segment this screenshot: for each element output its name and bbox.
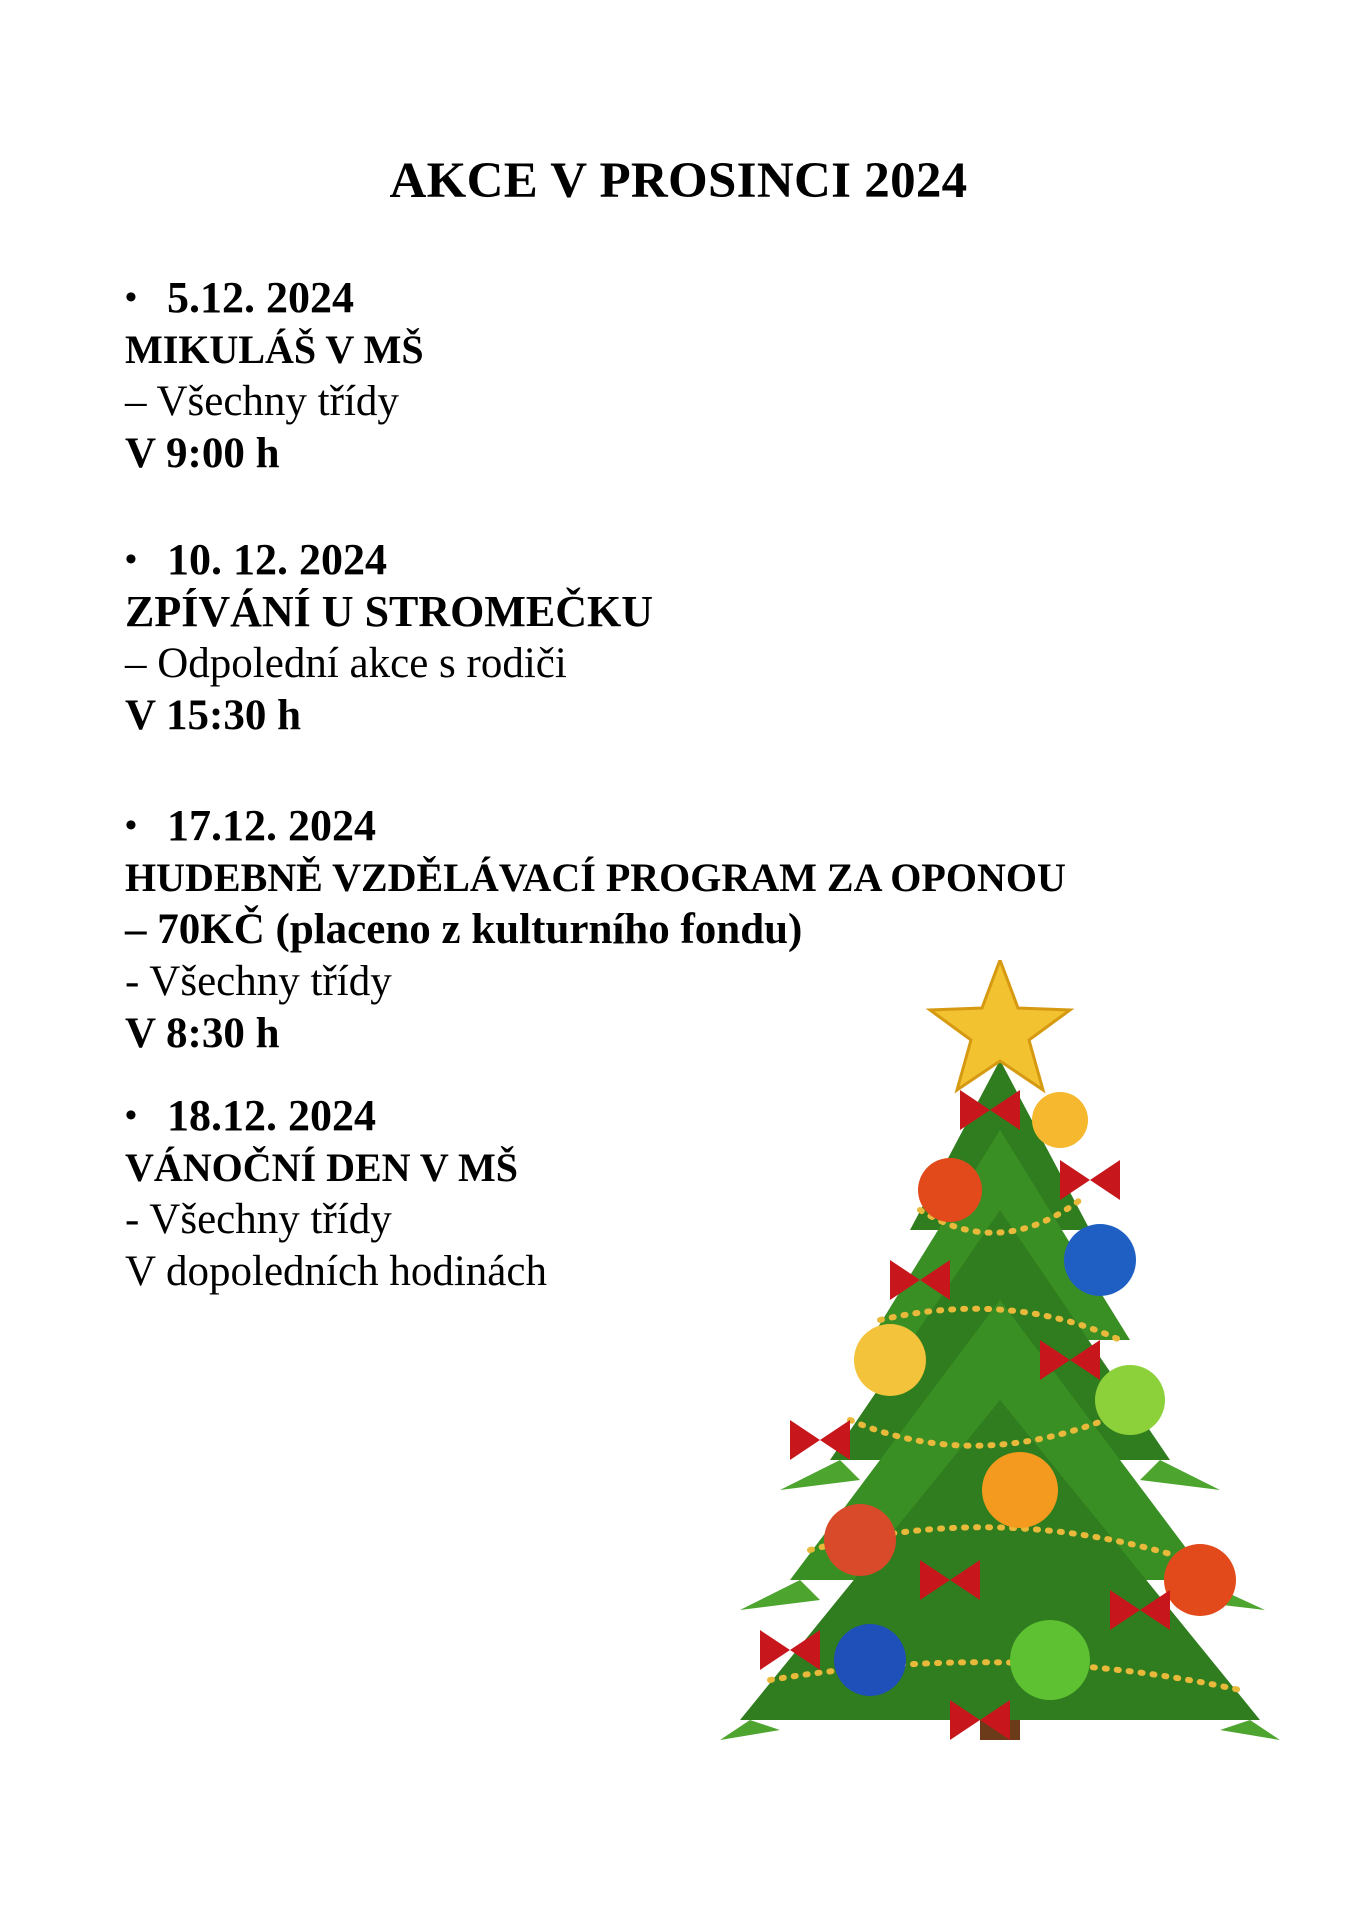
event-detail: - Všechny třídy [125,1196,392,1243]
event-name: MIKULÁŠ V MŠ [125,327,424,372]
event-price: – 70KČ (placeno z kulturního fondu) [125,906,803,953]
bullet-icon: • [125,1097,137,1134]
event-date: 17.12. 2024 [167,801,376,850]
tree-body [720,1060,1280,1740]
bullet-icon: • [125,807,137,844]
event-time: V 8:30 h [125,1010,280,1057]
event-item [125,534,653,742]
page-title: AKCE V PROSINCI 2024 [389,153,968,209]
bullet-icon: • [125,279,137,316]
event-time: V 15:30 h [125,692,302,739]
event-item [125,272,424,480]
event-detail: – Všechny třídy [125,378,399,425]
event-name: HUDEBNĚ VZDĚLÁVACÍ PROGRAM ZA OPONOU [125,855,1066,900]
event-item [125,1090,547,1298]
event-date: 5.12. 2024 [167,273,354,322]
event-time: V 9:00 h [125,430,280,477]
event-detail: – Odpolední akce s rodiči [125,640,567,687]
event-name: VÁNOČNÍ DEN V MŠ [125,1145,519,1190]
christmas-tree-icon [720,960,1280,1780]
bullet-icon: • [125,541,137,578]
event-date: 18.12. 2024 [167,1091,376,1140]
event-date: 10. 12. 2024 [167,535,387,584]
event-detail: - Všechny třídy [125,958,392,1005]
event-time: V dopoledních hodinách [125,1248,547,1295]
event-name: ZPÍVÁNÍ U STROMEČKU [125,587,654,636]
